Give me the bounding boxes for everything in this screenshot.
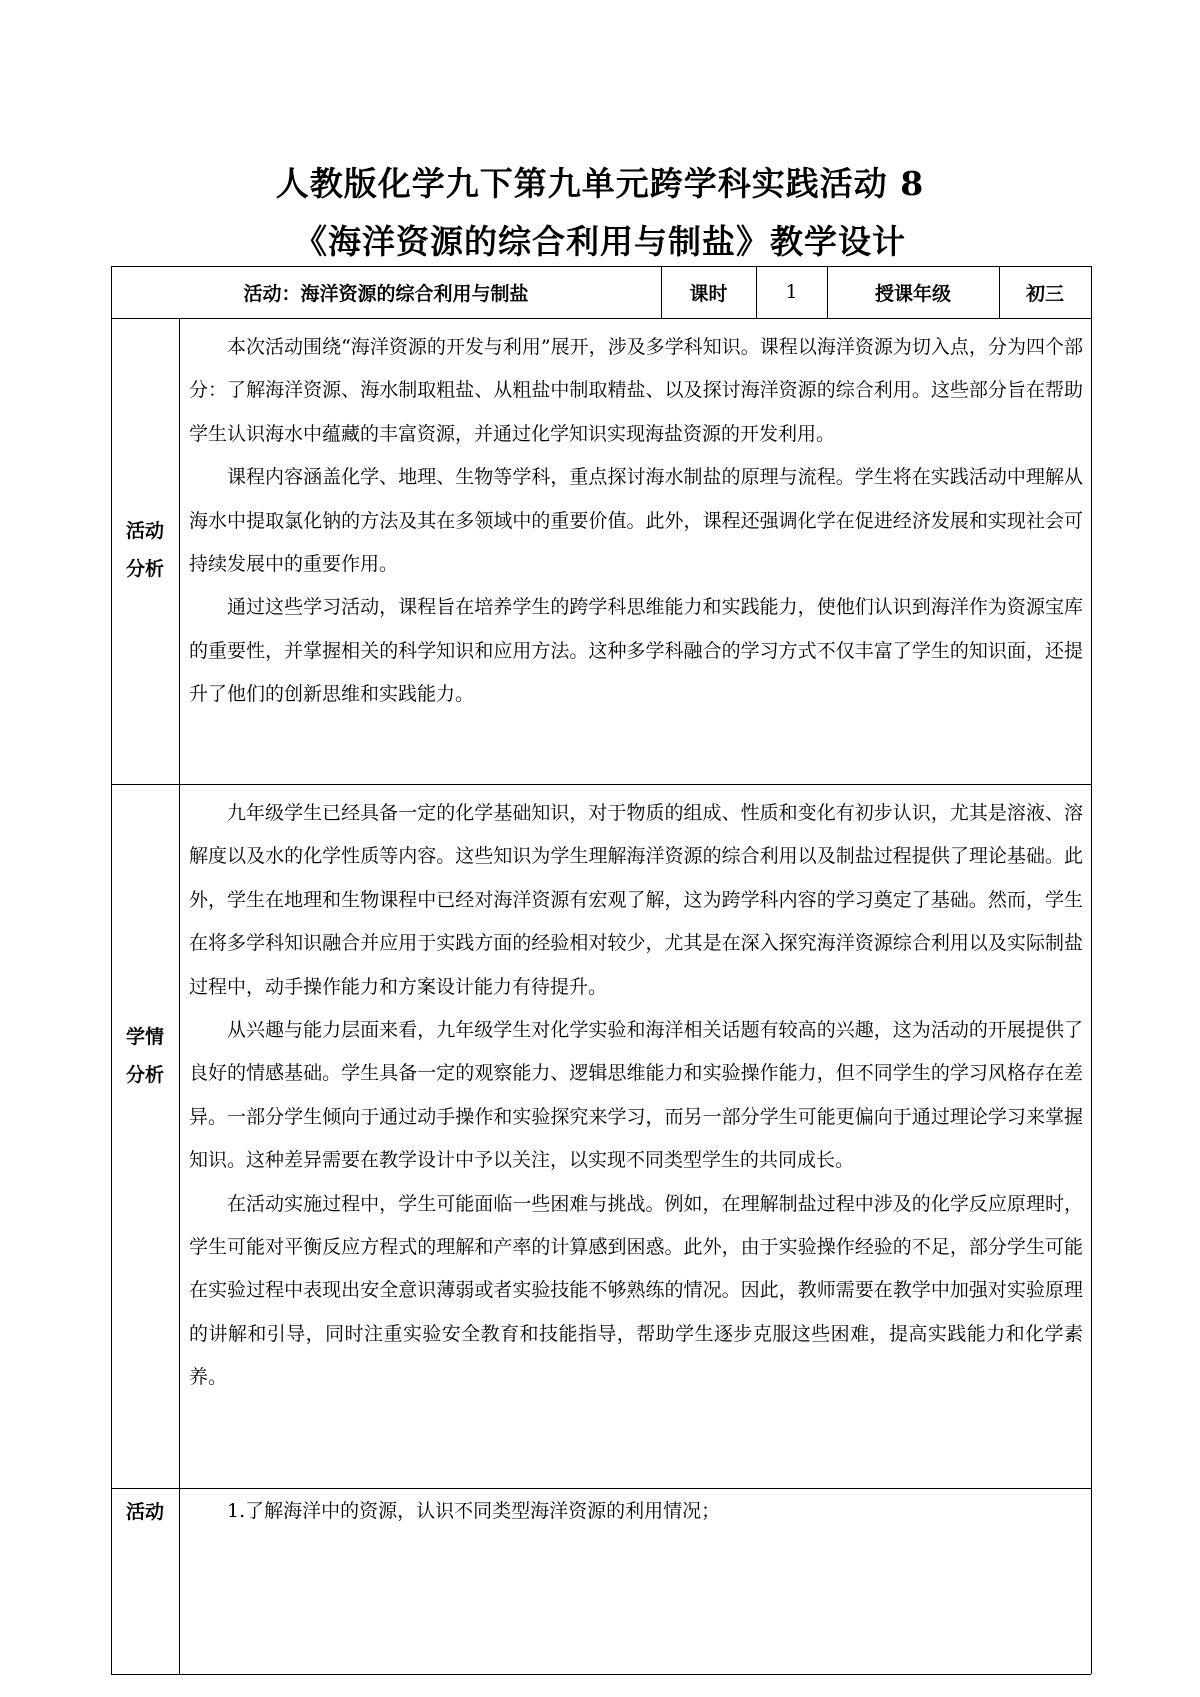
- lesson-design-table: [111, 266, 1091, 1674]
- paragraph: 在活动实施过程中，学生可能面临一些困难与挑战。例如，在理解制盐过程中涉及的化学反应原理时，学生可能对平衡反应方程式的理解和产率的计算感到困惑。此外，由于实验操作经验的不足，部分学生可能在实验过程中表现出安全意识薄弱或者实验技能不够熟练的情况。因此，教师需要在教学中加强对实验原理的讲解和引导，同时注重实验安全教育和技能指导，帮助学生逐步克服这些困难，提高实践能力和化学素养。: [189, 1192, 1083, 1389]
- activity-goals-label: [111, 1493, 179, 1531]
- section-divider: [111, 784, 1091, 785]
- label-line: 活动: [125, 1501, 164, 1523]
- document-title-line-2: 《海洋资源的综合利用与制盐》教学设计: [294, 222, 906, 261]
- label-line: 活动: [125, 520, 164, 542]
- grade-label-cell: 授课年级: [874, 282, 951, 305]
- label-line: 学情: [125, 1026, 164, 1048]
- paragraph: 从兴趣与能力层面来看，九年级学生对化学实验和海洋相关话题有较高的兴趣，这为活动的开展提供了良好的情感基础。学生具备一定的观察能力、逻辑思维能力和实验操作能力，但不同学生的学习风格存在差异。一部分学生倾向于通过动手操作和实验探究来学习，而另一部分学生可能更偏向于通过理论学习来掌握知识。这种差异需要在教学设计中予以关注，以实现不同类型学生的共同成长。: [189, 1019, 1083, 1172]
- paragraph: 本次活动围绕“海洋资源的开发与利用”展开，涉及多学科知识。课程以海洋资源为切入点，分为四个部分：了解海洋资源、海水制取粗盐、从粗盐中制取精盐、以及探讨海洋资源的综合利用。这些部分旨在帮助学生认识海水中蕴藏的丰富资源，并通过化学知识实现海盐资源的开发利用。: [189, 336, 1083, 445]
- activity-analysis-label: [111, 512, 179, 588]
- student-analysis-content: [189, 792, 1083, 1400]
- section-divider: [111, 1488, 1091, 1489]
- label-column-divider: [179, 318, 180, 1674]
- student-analysis-label: [111, 1018, 179, 1094]
- activity-name-cell: 活动：海洋资源的综合利用与制盐: [243, 282, 529, 305]
- period-value-cell: 1: [785, 281, 798, 303]
- paragraph: 课程内容涵盖化学、地理、生物等学科，重点探讨海水制盐的原理与流程。学生将在实践活动中理解从海水中提取氯化钠的方法及其在多领域中的重要价值。此外，课程还强调化学在促进经济发展和实现社会可持续发展中的重要作用。: [189, 466, 1083, 576]
- label-line: 分析: [125, 1064, 164, 1086]
- paragraph: 通过这些学习活动，课程旨在培养学生的跨学科思维能力和实践能力，使他们认识到海洋作为资源宝库的重要性，并掌握相关的科学知识和应用方法。这种多学科融合的学习方式不仅丰富了学生的知识面，还提升了他们的创新思维和实践能力。: [189, 596, 1083, 706]
- activity-goals-content: [189, 1490, 1083, 1533]
- label-line: 分析: [125, 558, 164, 580]
- table-border-bottom: [111, 1674, 1091, 1675]
- table-border-right: [1091, 266, 1092, 1674]
- activity-analysis-content: [189, 326, 1083, 717]
- period-label-cell: 课时: [689, 282, 728, 305]
- header-row-divider: [111, 318, 1091, 319]
- document-title-line-1: 人教版化学九下第九单元跨学科实践活动 8: [275, 164, 925, 203]
- table-border-left: [111, 266, 112, 1674]
- paragraph: 1.了解海洋中的资源，认识不同类型海洋资源的利用情况；: [227, 1500, 721, 1522]
- paragraph: 九年级学生已经具备一定的化学基础知识，对于物质的组成、性质和变化有初步认识，尤其是溶液、溶解度以及水的化学性质等内容。这些知识为学生理解海洋资源的综合利用以及制盐过程提供了理论基础。此外，学生在地理和生物课程中已经对海洋资源有宏观了解，这为跨学科内容的学习奠定了基础。然而，学生在将多学科知识融合并应用于实践方面的经验相对较少，尤其是在深入探究海洋资源综合利用以及实际制盐过程中，动手操作能力和方案设计能力有待提升。: [189, 802, 1083, 998]
- grade-value-cell: 初三: [1025, 282, 1064, 305]
